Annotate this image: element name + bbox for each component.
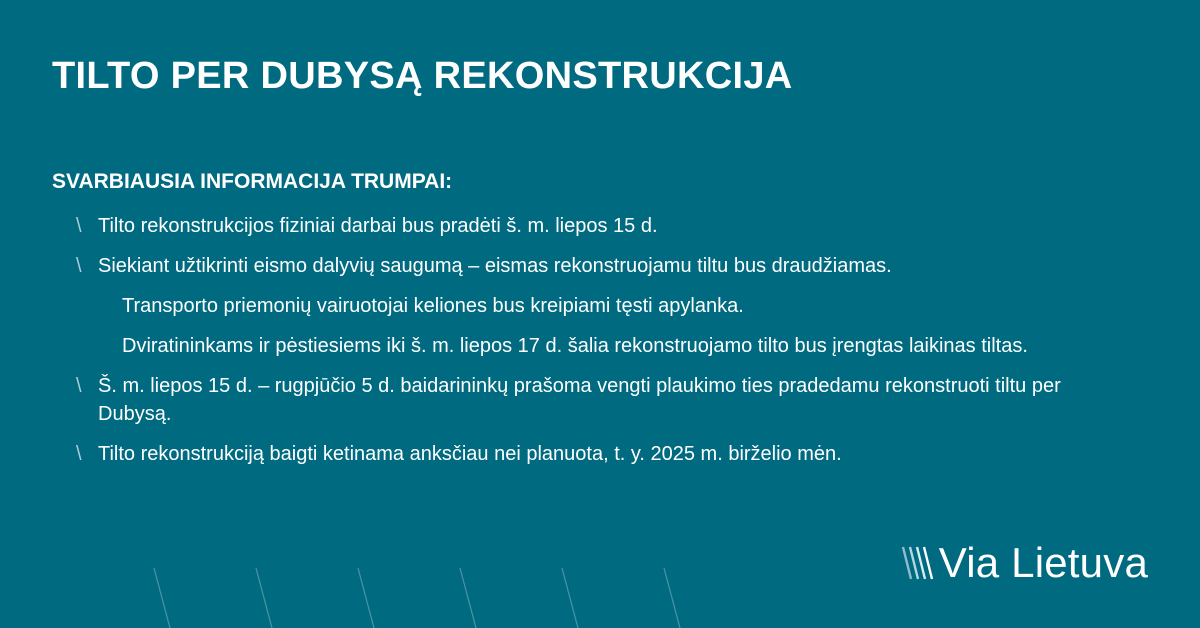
slash-bullet-icon: \ bbox=[76, 215, 82, 237]
list-subitem bbox=[76, 292, 1096, 320]
list-item-text: Š. m. liepos 15 d. – rugpjūčio 5 d. baidarininkų prašoma vengti plaukimo ties pradedamu rekonstruoti tiltu per Dubysą. bbox=[98, 375, 1061, 425]
decorative-lines bbox=[0, 560, 700, 628]
list-item bbox=[76, 440, 1096, 468]
list-item bbox=[76, 212, 1096, 240]
list-item bbox=[76, 252, 1096, 280]
slash-bullet-icon: \ bbox=[76, 255, 82, 277]
deco-line bbox=[256, 568, 272, 628]
list-item-text: Transporto priemonių vairuotojai keliones bus kreipiami tęsti apylanka. bbox=[122, 295, 744, 317]
list-subitem bbox=[76, 332, 1096, 360]
deco-line bbox=[154, 568, 170, 628]
deco-line bbox=[460, 568, 476, 628]
deco-line bbox=[358, 568, 374, 628]
list-item-text: Tilto rekonstrukcijos fiziniai darbai bus pradėti š. m. liepos 15 d. bbox=[98, 215, 658, 237]
list-item-text: Dviratininkams ir pėstiesiems iki š. m. liepos 17 d. šalia rekonstruojamo tilto bus įrengtas laikinas tiltas. bbox=[122, 335, 1028, 357]
via-lietuva-stripes-icon bbox=[901, 544, 935, 582]
list-item-text: Tilto rekonstrukciją baigti ketinama anksčiau nei planuota, t. y. 2025 m. birželio mėn. bbox=[98, 443, 842, 465]
list-item-text: Siekiant užtikrinti eismo dalyvių saugumą – eismas rekonstruojamu tiltu bus draudžiamas. bbox=[98, 255, 892, 277]
slash-bullet-icon: \ bbox=[76, 375, 82, 397]
section-subtitle: SVARBIAUSIA INFORMACIJA TRUMPAI: bbox=[52, 170, 453, 193]
deco-line bbox=[664, 568, 680, 628]
page-title: TILTO PER DUBYSĄ REKONSTRUKCIJA bbox=[52, 55, 793, 97]
list-item bbox=[76, 372, 1096, 428]
via-lietuva-logo bbox=[901, 539, 1148, 586]
deco-line bbox=[562, 568, 578, 628]
info-list bbox=[76, 212, 1096, 480]
logo-text: Via Lietuva bbox=[938, 539, 1148, 586]
slash-bullet-icon: \ bbox=[76, 443, 82, 465]
